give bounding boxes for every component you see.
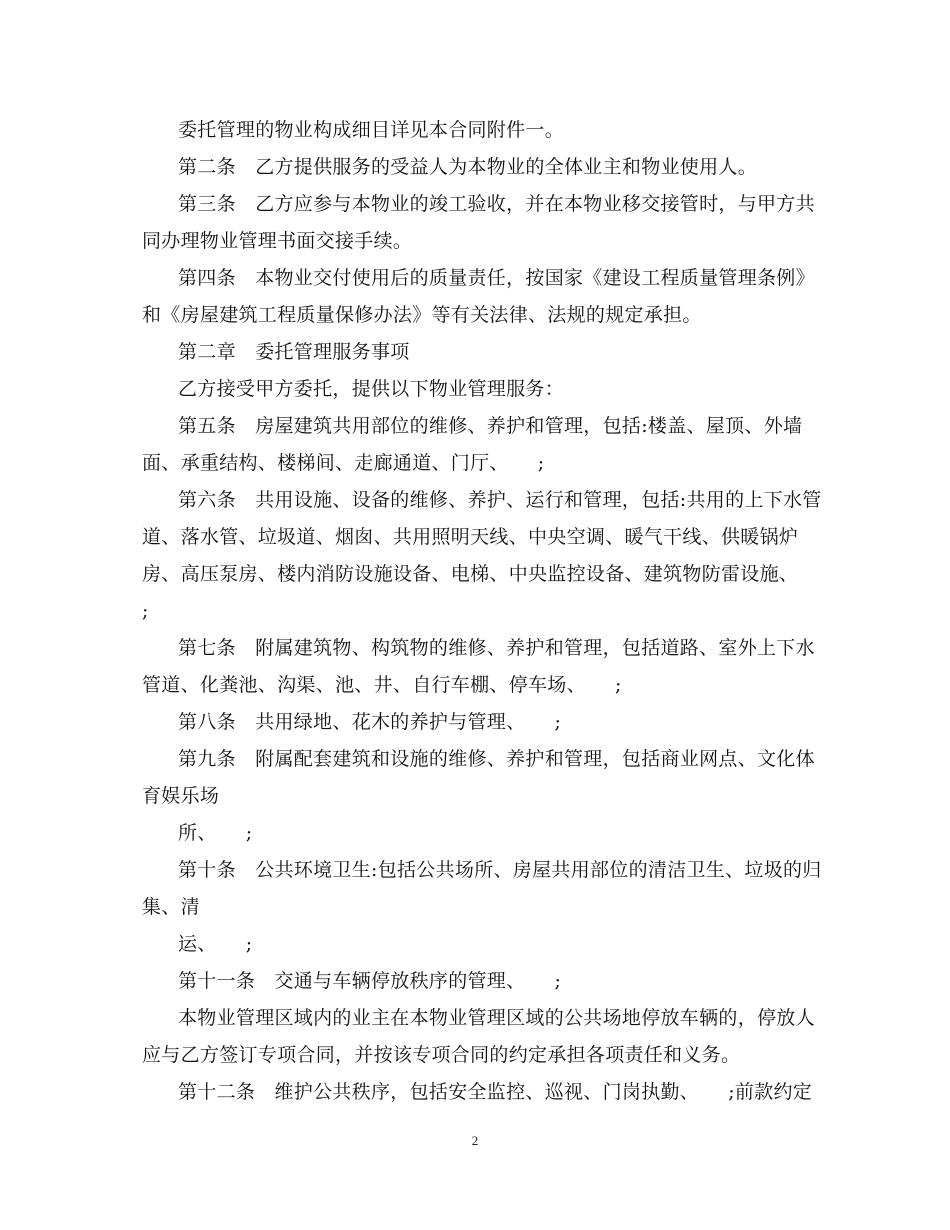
text-line: 第三条 乙方应参与本物业的竣工验收，并在本物业移交接管时，与甲方共 bbox=[178, 193, 815, 215]
text-line: 运、 ; bbox=[178, 933, 253, 955]
text-line: 同办理物业管理书面交接手续。 bbox=[142, 230, 413, 252]
text-line: 乙方接受甲方委托，提供以下物业管理服务： bbox=[178, 378, 565, 400]
text-line: 管道、化粪池、沟渠、池、井、自行车棚、停车场、 ; bbox=[142, 674, 622, 696]
chapter-heading: 第二章 委托管理服务事项 bbox=[178, 341, 410, 363]
text-line: ; bbox=[142, 600, 149, 622]
text-line: 第二条 乙方提供服务的受益人为本物业的全体业主和物业使用人。 bbox=[178, 156, 758, 178]
text-line: 房、高压泵房、楼内消防设施设备、电梯、中央监控设备、建筑物防雷设施、 bbox=[142, 563, 799, 585]
text-line: 应与乙方签订专项合同，并按该专项合同的约定承担各项责任和义务。 bbox=[142, 1044, 741, 1066]
text-line: 第四条 本物业交付使用后的质量责任，按国家《建设工程质量管理条例》 bbox=[178, 267, 815, 289]
text-line: 道、落水管、垃圾道、烟囱、共用照明天线、中央空调、暖气干线、供暖锅炉 bbox=[142, 526, 799, 548]
text-line: 第九条 附属配套建筑和设施的维修、养护和管理，包括商业网点、文化体 bbox=[178, 748, 815, 770]
text-line: 育娱乐场 bbox=[142, 785, 220, 807]
text-line: 委托管理的物业构成细目详见本合同附件一。 bbox=[178, 119, 565, 141]
text-line: 第十二条 维护公共秩序，包括安全监控、巡视、门岗执勤、 ;前款约定 bbox=[178, 1081, 813, 1103]
text-line: 第六条 共用设施、设备的维修、养护、运行和管理，包括:共用的上下水管 bbox=[178, 489, 822, 511]
text-line: 和《房屋建筑工程质量保修办法》等有关法律、法规的规定承担。 bbox=[142, 304, 702, 326]
text-line: 第七条 附属建筑物、构筑物的维修、养护和管理，包括道路、室外上下水 bbox=[178, 637, 815, 659]
text-line: 第八条 共用绿地、花木的养护与管理、 ; bbox=[178, 711, 562, 733]
text-line: 所、 ; bbox=[178, 822, 253, 844]
text-line: 集、清 bbox=[142, 896, 200, 918]
text-line: 第五条 房屋建筑共用部位的维修、养护和管理，包括:楼盖、屋顶、外墙 bbox=[178, 415, 803, 437]
text-line: 本物业管理区域内的业主在本物业管理区域的公共场地停放车辆的，停放人 bbox=[178, 1007, 815, 1029]
page-number: 2 bbox=[471, 1133, 479, 1148]
text-line: 面、承重结构、楼梯间、走廊通道、门厅、 ; bbox=[142, 452, 545, 474]
text-line: 第十一条 交通与车辆停放秩序的管理、 ; bbox=[178, 970, 562, 992]
text-line: 第十条 公共环境卫生:包括公共场所、房屋共用部位的清洁卫生、垃圾的归 bbox=[178, 859, 822, 881]
